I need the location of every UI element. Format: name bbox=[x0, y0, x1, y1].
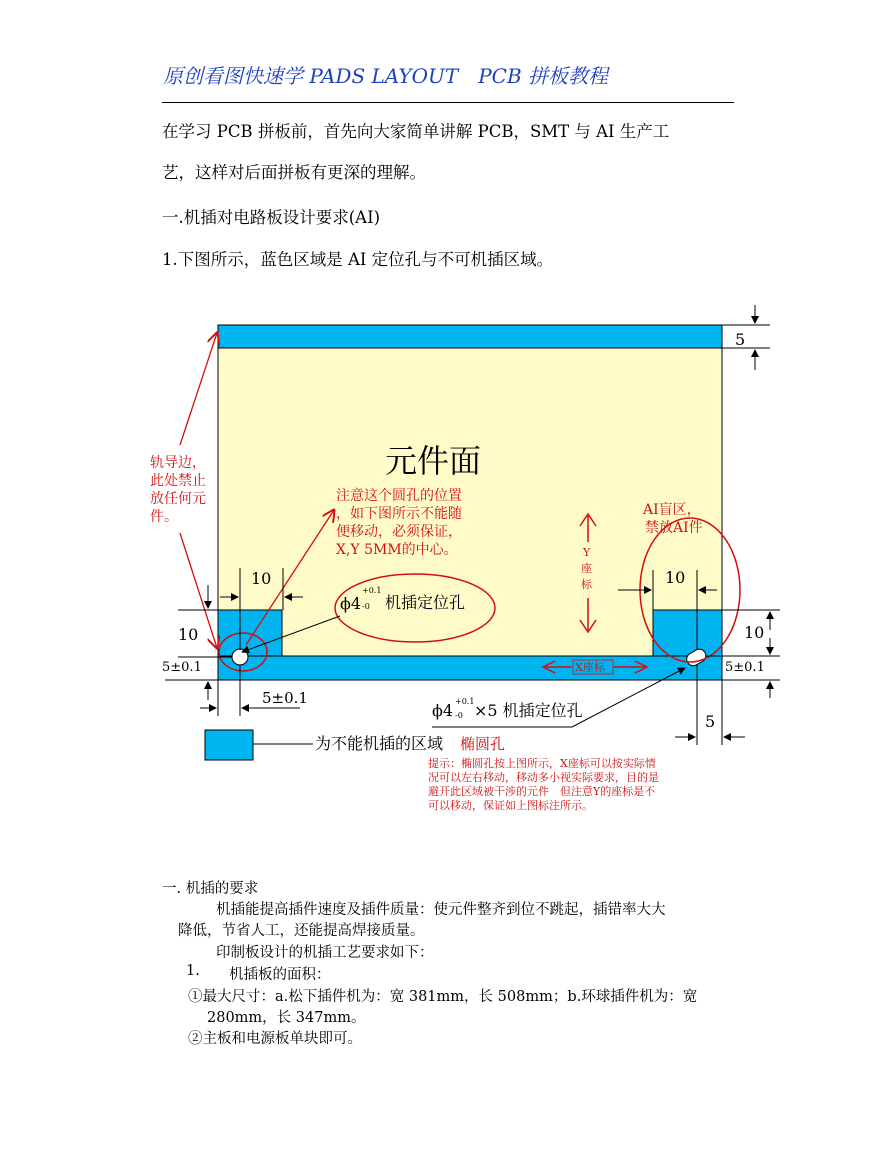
dim-left-height-value: 10 bbox=[178, 625, 199, 644]
req-para1-line2: 降低，节省人工，还能提高焊接质量。 bbox=[178, 923, 425, 939]
intro-line-1: 在学习 PCB 拼板前，首先向大家简单讲解 PCB，SMT 与 AI 生产工 bbox=[162, 122, 670, 141]
dim-right-width-value: 10 bbox=[665, 568, 686, 587]
rail-note-line: 件。 bbox=[150, 509, 178, 525]
tip-note bbox=[428, 756, 659, 812]
legend-swatch bbox=[205, 730, 253, 760]
requirements-heading: 一. 机插的要求 bbox=[162, 881, 259, 897]
top-rail-keepout bbox=[218, 325, 722, 348]
dim-right-offset bbox=[722, 680, 780, 698]
req-item1a-line1: ①最大尺寸：a.松下插件机为：宽 381mm，长 508mm；b.环球插件机为：宽 bbox=[188, 989, 698, 1005]
rail-note-line: 轨导边， bbox=[150, 455, 206, 471]
dim-left-offset bbox=[165, 680, 218, 700]
component-side-label: 元件面 bbox=[385, 442, 482, 480]
oval-hole-label: 椭圆孔 bbox=[460, 735, 506, 753]
dim-left-width-value: 10 bbox=[251, 569, 272, 588]
slot-hole-tol-upper: +0.1 bbox=[455, 697, 475, 706]
req-para2: 印制板设计的机插工艺要求如下： bbox=[216, 945, 434, 961]
round-hole-tol-upper: +0.1 bbox=[362, 586, 382, 595]
req-item1-title: 机插板的面积： bbox=[229, 967, 331, 983]
req-para1-line1: 机插能提高插件速度及插件质量：使元件整齐到位不跳起，插错率大大 bbox=[216, 902, 666, 918]
round-locating-hole bbox=[232, 649, 248, 665]
rail-note bbox=[150, 454, 206, 525]
dim-right-height-value: 10 bbox=[744, 623, 765, 642]
rail-note-line: 此处禁止 bbox=[150, 473, 206, 489]
slot-hole-phi: ϕ4 bbox=[432, 701, 454, 720]
hole-note-line: 便移动，必须保证， bbox=[336, 524, 462, 540]
rail-arrow-top bbox=[180, 333, 217, 445]
req-item1-number: 1. bbox=[186, 963, 200, 979]
slot-hole-label: ×5 机插定位孔 bbox=[474, 701, 583, 720]
dim-right-offset-value: 5±0.1 bbox=[725, 660, 765, 675]
tip-line: 况可以左右移动，移动多小视实际要求，目的是 bbox=[428, 771, 659, 784]
y-axis-label: Y bbox=[583, 546, 591, 559]
intro-line-2: 艺，这样对后面拼板有更深的理解。 bbox=[162, 163, 426, 182]
figure-caption: 1.下图所示，蓝色区域是 AI 定位孔与不可机插区域。 bbox=[162, 250, 554, 269]
round-hole-phi: ϕ4 bbox=[340, 594, 362, 613]
page-header-title: 原创看图快速学 PADS LAYOUT PCB 拼板教程 bbox=[163, 64, 609, 88]
req-item1a-line2: 280mm，长 347mm。 bbox=[207, 1010, 366, 1026]
y-axis-label: 座 bbox=[581, 562, 592, 575]
hole-note-line: 注意这个圆孔的位置 bbox=[336, 488, 462, 504]
req-item1b: ②主板和电源板单块即可。 bbox=[188, 1031, 362, 1047]
dim-top-value: 5 bbox=[735, 330, 746, 349]
ai-blind-note-line: 禁放AI件 bbox=[645, 520, 703, 536]
right-keepout-block bbox=[653, 610, 722, 656]
dim-bottom-right-value: 5 bbox=[705, 712, 716, 731]
tip-line: 提示：椭圆孔按上图所示，X座标可以按实际情 bbox=[428, 757, 656, 770]
tip-line: 可以移动，保证如上图标注所示。 bbox=[428, 799, 593, 812]
tip-line: 避开此区域被干涉的元件 但注意Y的座标是不 bbox=[428, 785, 656, 798]
hole-note-line: X,Y 5MM的中心。 bbox=[336, 542, 458, 558]
dim-bottom-offset-value: 5±0.1 bbox=[262, 689, 308, 707]
dim-left-offset-value: 5±0.1 bbox=[162, 660, 202, 675]
rail-note-line: 放任何元 bbox=[150, 491, 206, 507]
x-axis-label: X座标 bbox=[575, 661, 605, 674]
hole-note-line: ，如下图所示不能随 bbox=[336, 506, 462, 522]
legend-text: 为不能机插的区域 bbox=[315, 734, 444, 753]
section-title: 一.机插对电路板设计要求(AI) bbox=[162, 208, 381, 227]
round-hole-label: 机插定位孔 bbox=[385, 593, 466, 612]
ai-blind-note-line: AI盲区， bbox=[643, 502, 701, 518]
slot-hole-tol-lower: -0 bbox=[455, 711, 463, 720]
round-hole-tol-lower: -0 bbox=[362, 602, 370, 611]
y-axis-label: 标 bbox=[581, 578, 592, 591]
